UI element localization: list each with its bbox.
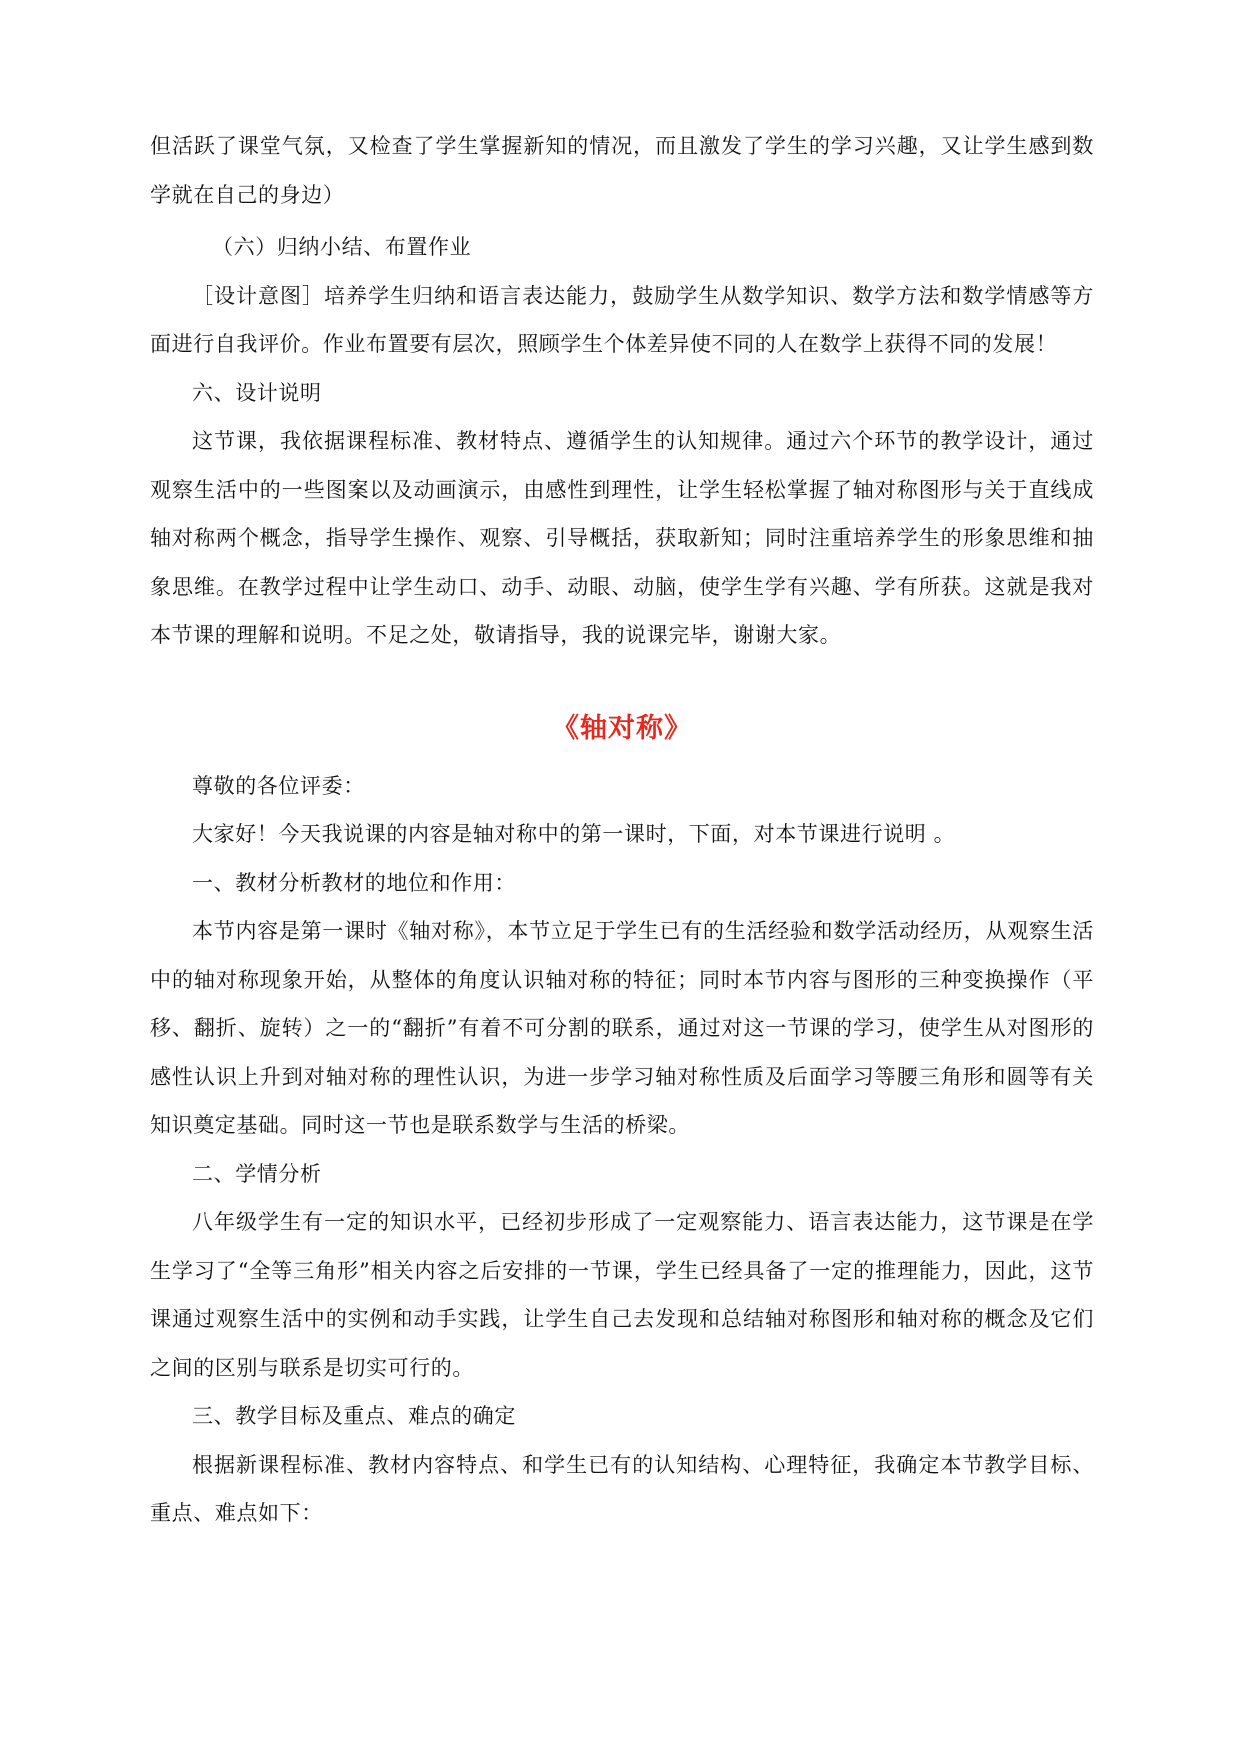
document-body (150, 122, 1094, 1538)
paragraph-continuation: 但活跃了课堂气氛，又检查了学生掌握新知的情况，而且激发了学生的学习兴趣，又让学生感到数学就在自己的身边） (150, 134, 1094, 207)
paragraph-greeting: 大家好！今天我说课的内容是轴对称中的第一课时，下面，对本节课进行说明 。 (192, 822, 956, 846)
paragraph-textbook-analysis: 本节内容是第一课时《轴对称》，本节立足于学生已有的生活经验和数学活动经历，从观察生活中的轴对称现象开始，从整体的角度认识轴对称的特征；同时本节内容与图形的三种变换操作（平移、翻折、旋转）之一的“翻折”有着不可分割的联系，通过对这一节课的学习，使学生从对图形的感性认识上升到对轴对称的理性认识，为进一步学习轴对称性质及后面学习等腰三角形和圆等有关知识奠定基础。同时这一节也是联系数学与生活的桥梁。 (150, 919, 1094, 1137)
section-heading-objectives: 三、教学目标及重点、难点的确定 (192, 1404, 516, 1428)
section-heading-learner-analysis: 二、学情分析 (192, 1161, 322, 1186)
document-title: 《轴对称》 (552, 712, 692, 744)
paragraph-objectives: 根据新课程标准、教材内容特点、和学生已有的认知结构、心理特征，我确定本节教学目标、重点、难点如下： (150, 1452, 1094, 1525)
section-heading-textbook-analysis: 一、教材分析教材的地位和作用： (192, 870, 516, 895)
paragraph-salutation: 尊敬的各位评委： (192, 773, 365, 798)
section-heading-design-notes: 六、设计说明 (192, 380, 322, 405)
paragraph-design-notes: 这节课，我依据课程标准、教材特点、遵循学生的认知规律。通过六个环节的教学设计，通过观察生活中的一些图案以及动画演示，由感性到理性，让学生轻松掌握了轴对称图形与关于直线成轴对称两个概念，指导学生操作、观察、引导概括，获取新知；同时注重培养学生的形象思维和抽象思维。在教学过程中让学生动口、动手、动眼、动脑，使学生学有兴趣、学有所获。这就是我对本节课的理解和说明。不足之处，敬请指导，我的说课完毕，谢谢大家。 (150, 429, 1094, 647)
section-heading-summary: （六）归纳小结、布置作业 (212, 235, 472, 259)
paragraph-learner-analysis: 八年级学生有一定的知识水平，已经初步形成了一定观察能力、语言表达能力，这节课是在学生学习了“全等三角形”相关内容之后安排的一节课，学生已经具备了一定的推理能力，因此，这节课通过观察生活中的实例和动手实践，让学生自己去发现和总结轴对称图形和轴对称的概念及它们之间的区别与联系是切实可行的。 (150, 1210, 1094, 1380)
paragraph-design-intent: ［设计意图］培养学生归纳和语言表达能力，鼓励学生从数学知识、数学方法和数学情感等方面进行自我评价。作业布置要有层次，照顾学生个体差异使不同的人在数学上获得不同的发展！ (150, 283, 1094, 356)
